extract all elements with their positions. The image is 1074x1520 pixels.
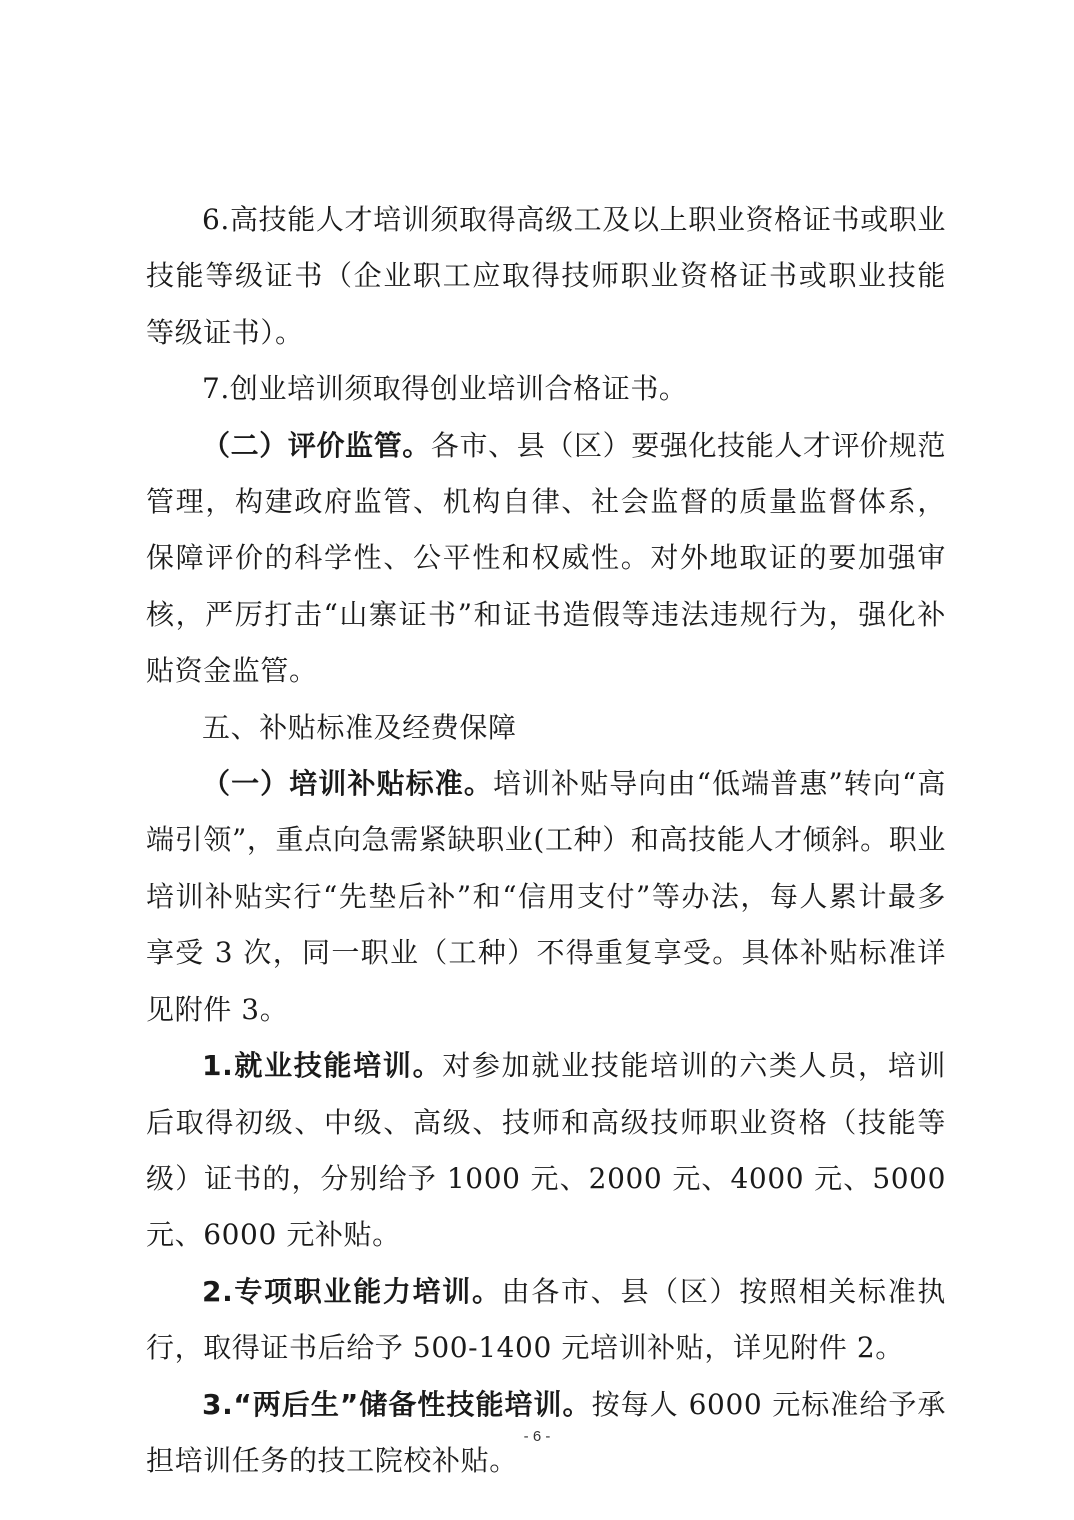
section-heading — [146, 700, 946, 756]
paragraph-employment-skills — [146, 1038, 946, 1264]
paragraph-lead-heading: （一）培训补贴标准。 — [202, 767, 493, 801]
paragraph-text: 培训补贴导向由“低端普惠”转向“高端引领”，重点向急需紧缺职业(工种）和高技能人才倾斜。职业培训补贴实行“先垫后补”和“信用支付”等办法，每人累计最多享受 3 次，同一职业（工种）不得重复享受。具体补贴标准详见附件 3。 — [146, 767, 946, 1026]
paragraph-text: 各市、县（区）要强化技能人才评价规范管理，构建政府监管、机构自律、社会监督的质量监督体系，保障评价的科学性、公平性和权威性。对外地取证的要加强审核，严厉打击“山寨证书”和证书造假等违法违规行为，强化补贴资金监管。 — [146, 428, 946, 688]
paragraph-item-7 — [146, 361, 946, 417]
paragraph-text: 对参加就业技能培训的六类人员，培训后取得初级、中级、高级、技师和高级技师职业资格（技能等级）证书的，分别给予 1000 元、2000 元、4000 元、5000 元、6000 元补贴。 — [146, 1049, 946, 1252]
section-heading-text: 五、补贴标准及经费保障 — [202, 710, 517, 744]
paragraph-evaluation-supervision — [146, 418, 946, 700]
paragraph-special-ability — [146, 1264, 946, 1377]
paragraph-lead-heading: 3.“两后生”储备性技能培训。 — [202, 1387, 592, 1421]
paragraph-item-6 — [146, 192, 946, 361]
paragraph-text: 按每人 6000 元标准给予承担培训任务的技工院校补贴。 — [146, 1387, 946, 1477]
paragraph-lead-heading: 2.专项职业能力培训。 — [202, 1274, 502, 1308]
document-body — [146, 192, 946, 1489]
paragraph-lead-heading: 1.就业技能培训。 — [202, 1049, 443, 1083]
paragraph-text: 7.创业培训须取得创业培训合格证书。 — [202, 372, 688, 406]
paragraph-text: 由各市、县（区）按照相关标准执行，取得证书后给予 500-1400 元培训补贴，详见附件 2。 — [146, 1274, 946, 1365]
paragraph-text: 6.高技能人才培训须取得高级工及以上职业资格证书或职业技能等级证书（企业职工应取得技师职业资格证书或职业技能等级证书）。 — [146, 203, 946, 349]
paragraph-subsidy-standard — [146, 756, 946, 1038]
page-number: - 6 - — [523, 1428, 551, 1445]
paragraph-lead-heading: （二）评价监管。 — [202, 428, 431, 462]
